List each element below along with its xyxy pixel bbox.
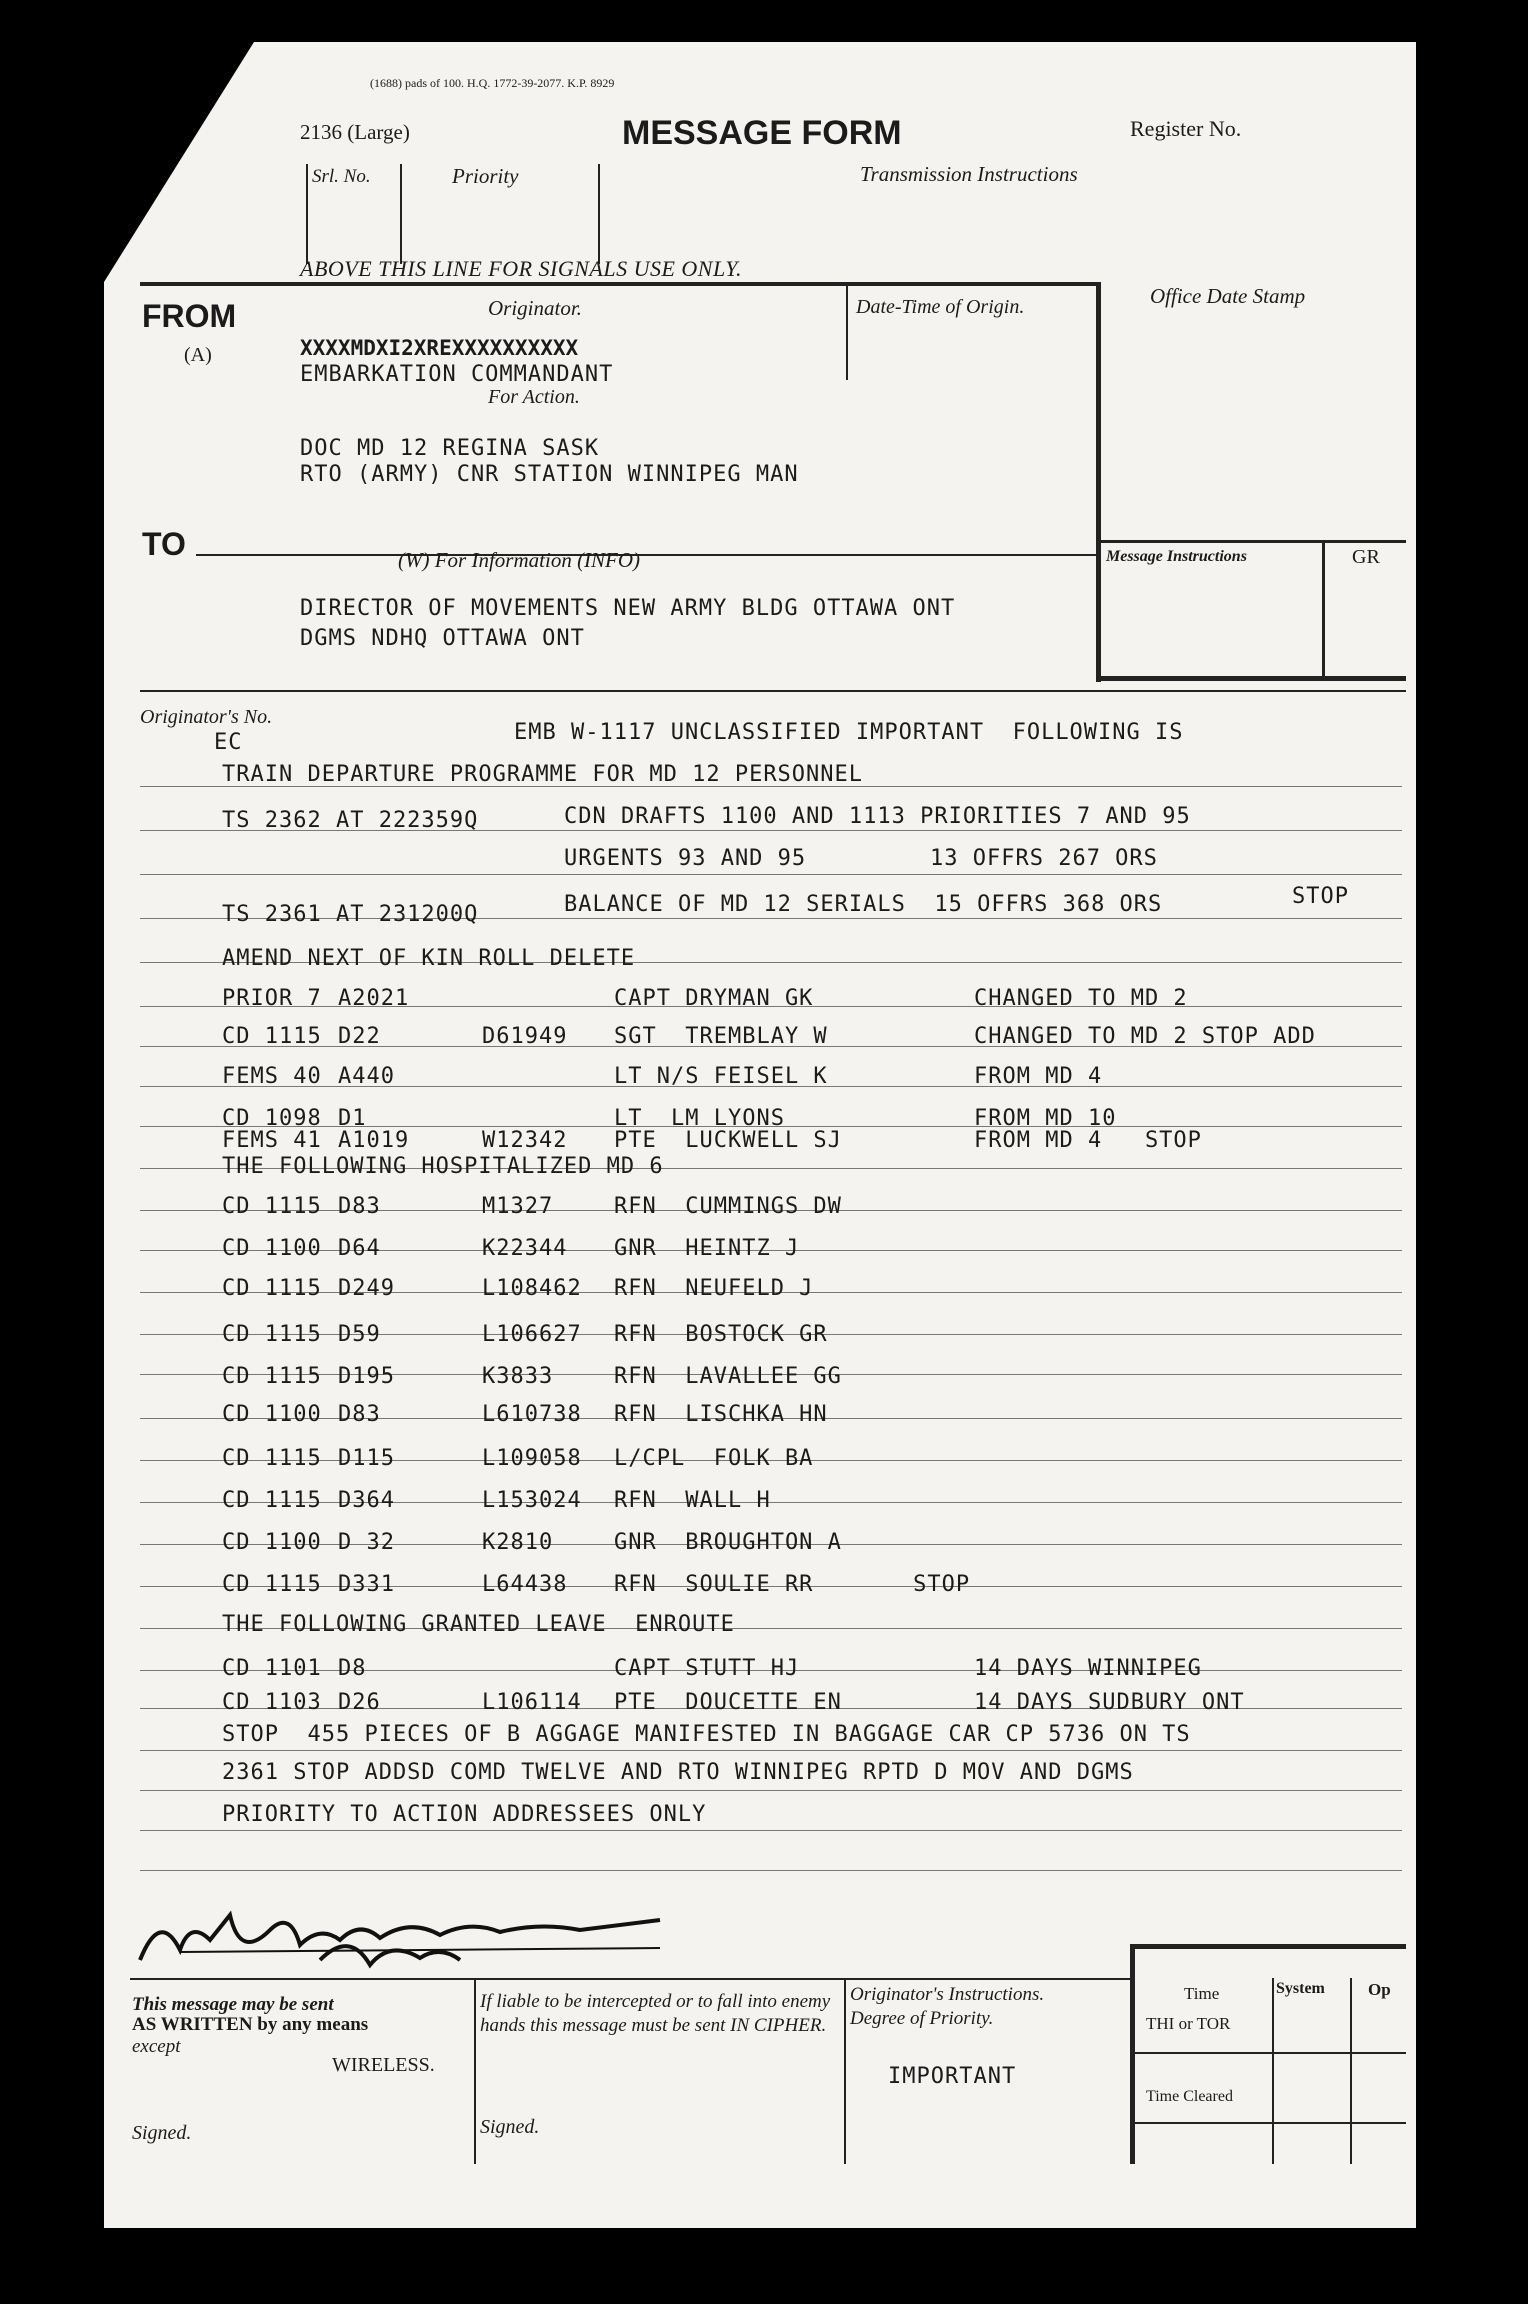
leave-destination: 14 DAYS SUDBURY ONT <box>974 1690 1245 1715</box>
to-label: TO <box>142 526 186 562</box>
hosp-draft: D83 <box>338 1402 381 1427</box>
closing-line-2: 2361 STOP ADDSD COMD TWELVE AND RTO WINNIPEG RPTD D MOV AND DGMS <box>222 1760 1134 1785</box>
leave-draft: D26 <box>338 1690 381 1715</box>
hosp-name: RFN SOULIE RR STOP <box>614 1572 971 1597</box>
hosp-name: RFN LAVALLEE GG <box>614 1364 842 1389</box>
leave-name: PTE DOUCETTE EN <box>614 1690 842 1715</box>
nok-unit: CD 1115 <box>222 1024 322 1049</box>
system-label: System <box>1276 1980 1325 1997</box>
originator-instructions-label: Originator's Instructions. <box>850 1984 1045 2005</box>
hosp-number: K3833 <box>482 1364 554 1389</box>
hosp-number: L64438 <box>482 1572 568 1597</box>
hosp-draft: D331 <box>338 1572 395 1597</box>
from-label: FROM <box>142 298 237 334</box>
hosp-unit: CD 1115 <box>222 1364 322 1389</box>
closing-line-3: PRIORITY TO ACTION ADDRESSEES ONLY <box>222 1802 707 1827</box>
leave-draft: D8 <box>338 1656 367 1681</box>
info-addressee-1: DIRECTOR OF MOVEMENTS NEW ARMY BLDG OTTAWA ONT <box>300 596 956 621</box>
hosp-number: M1327 <box>482 1194 554 1219</box>
nok-unit: PRIOR 7 <box>222 986 322 1011</box>
may-be-sent-3: except <box>132 2036 181 2057</box>
hosp-draft: D83 <box>338 1194 381 1219</box>
nok-change: FROM MD 10 <box>974 1106 1117 1131</box>
hosp-number: K22344 <box>482 1236 568 1261</box>
hosp-unit: CD 1100 <box>222 1236 322 1261</box>
nok-number: D61949 <box>482 1024 568 1049</box>
leave-unit: CD 1103 <box>222 1690 322 1715</box>
hosp-number: L610738 <box>482 1402 582 1427</box>
signals-note: ABOVE THIS LINE FOR SIGNALS USE ONLY. <box>300 256 742 281</box>
nok-name: LT LM LYONS <box>614 1106 785 1131</box>
hosp-unit: CD 1100 <box>222 1530 322 1555</box>
hosp-unit: CD 1115 <box>222 1446 322 1471</box>
hosp-name: GNR HEINTZ J <box>614 1236 800 1261</box>
nok-change: FROM MD 4 <box>974 1064 1103 1089</box>
print-line: (1688) pads of 100. H.Q. 1772-39-2077. K.P. 8929 <box>370 76 615 90</box>
nok-change: CHANGED TO MD 2 <box>974 986 1188 1011</box>
struck-originator: XXXXMDXI2XREXXXXXXXXXX <box>300 336 579 360</box>
hosp-unit: CD 1115 <box>222 1276 322 1301</box>
hosp-unit: CD 1115 <box>222 1322 322 1347</box>
nok-name: PTE LUCKWELL SJ <box>614 1128 842 1153</box>
hosp-number: K2810 <box>482 1530 554 1555</box>
leave-unit: CD 1101 <box>222 1656 322 1681</box>
ts-2362: TS 2362 AT 222359Q <box>222 808 479 833</box>
nok-draft: A1019 <box>338 1128 410 1153</box>
hosp-number: L106627 <box>482 1322 582 1347</box>
ts-2362-counts: 13 OFFRS 267 ORS <box>930 846 1158 871</box>
form-number: 2136 (Large) <box>300 120 410 144</box>
ts-2362-drafts: CDN DRAFTS 1100 AND 1113 PRIORITIES 7 AND 95 <box>564 804 1191 829</box>
nok-change: FROM MD 4 STOP <box>974 1128 1202 1153</box>
amend-line: AMEND NEXT OF KIN ROLL DELETE <box>222 946 636 971</box>
priority-label: Priority <box>452 164 519 188</box>
may-be-sent-1: This message may be sent <box>132 1994 334 2015</box>
hosp-draft: D59 <box>338 1322 381 1347</box>
form-title: MESSAGE FORM <box>622 114 902 152</box>
hosp-draft: D195 <box>338 1364 395 1389</box>
for-action-label: For Action. <box>488 386 580 408</box>
nok-name: LT N/S FEISEL K <box>614 1064 828 1089</box>
may-be-sent-2: AS WRITTEN by any means <box>132 2014 369 2035</box>
gr-label: GR <box>1352 546 1380 568</box>
info-label: (W) For Information (INFO) <box>398 548 641 572</box>
hosp-unit: CD 1100 <box>222 1402 322 1427</box>
hosp-draft: D364 <box>338 1488 395 1513</box>
transmission-label: Transmission Instructions <box>860 162 1078 186</box>
ts-2361-stop: STOP <box>1292 884 1349 909</box>
signed-label-2: Signed. <box>480 2116 540 2138</box>
cipher-note: If liable to be intercepted or to fall into enemy hands this message must be sent IN CIPHER. <box>480 1991 831 2036</box>
hosp-number: L108462 <box>482 1276 582 1301</box>
message-instructions-label: Message Instructions <box>1106 548 1247 565</box>
nok-number: W12342 <box>482 1128 568 1153</box>
hospitalized-title: THE FOLLOWING HOSPITALIZED MD 6 <box>222 1154 664 1179</box>
hosp-number: L153024 <box>482 1488 582 1513</box>
time-label: Time <box>1184 1984 1220 2003</box>
ts-2361-balance: BALANCE OF MD 12 SERIALS 15 OFFRS 368 ORS <box>564 892 1163 917</box>
ruled-line <box>140 1502 1402 1503</box>
handwritten-signature <box>120 1890 680 1980</box>
datetime-label: Date-Time of Origin. <box>856 296 1025 318</box>
nok-draft: D22 <box>338 1024 381 1049</box>
hosp-draft: D64 <box>338 1236 381 1261</box>
originators-no: EC <box>214 730 243 755</box>
wireless-label: WIRELESS. <box>332 2054 435 2076</box>
hosp-name: RFN LISCHKA HN <box>614 1402 828 1427</box>
hosp-name: RFN NEUFELD J <box>614 1276 814 1301</box>
hosp-draft: D115 <box>338 1446 395 1471</box>
hosp-name: RFN WALL H <box>614 1488 771 1513</box>
ruled-line <box>140 1870 1402 1871</box>
office-stamp-label: Office Date Stamp <box>1150 284 1306 308</box>
hosp-number: L109058 <box>482 1446 582 1471</box>
from-sub: (A) <box>184 344 212 366</box>
nok-name: CAPT DRYMAN GK <box>614 986 814 1011</box>
nok-draft: A440 <box>338 1064 395 1089</box>
priority-value: IMPORTANT <box>888 2064 1017 2089</box>
body-line-2: TRAIN DEPARTURE PROGRAMME FOR MD 12 PERSONNEL <box>222 762 864 787</box>
ruled-line <box>140 1750 1402 1751</box>
action-addressee-1: DOC MD 12 REGINA SASK <box>300 436 600 461</box>
nok-unit: CD 1098 <box>222 1106 322 1131</box>
action-addressee-2: RTO (ARMY) CNR STATION WINNIPEG MAN <box>300 462 799 487</box>
leave-number: L106114 <box>482 1690 582 1715</box>
nok-draft: A2021 <box>338 986 410 1011</box>
ruled-line <box>140 1790 1402 1791</box>
op-label: Op <box>1368 1980 1391 1999</box>
degree-of-priority-label: Degree of Priority. <box>850 2008 994 2029</box>
leave-destination: 14 DAYS WINNIPEG <box>974 1656 1202 1681</box>
originators-no-label: Originator's No. <box>140 706 273 728</box>
ts-2361: TS 2361 AT 231200Q <box>222 902 479 927</box>
signed-label-1: Signed. <box>132 2122 192 2144</box>
nok-draft: D1 <box>338 1106 367 1131</box>
leave-name: CAPT STUTT HJ <box>614 1656 800 1681</box>
hosp-name: RFN CUMMINGS DW <box>614 1194 842 1219</box>
ruled-line <box>140 874 1402 875</box>
hosp-name: GNR BROUGHTON A <box>614 1530 842 1555</box>
originator-label: Originator. <box>488 296 582 320</box>
time-cleared-label: Time Cleared <box>1146 2088 1233 2105</box>
hosp-unit: CD 1115 <box>222 1572 322 1597</box>
leave-title: THE FOLLOWING GRANTED LEAVE ENROUTE <box>222 1612 735 1637</box>
ts-2362-urgents: URGENTS 93 AND 95 <box>564 846 807 871</box>
closing-line-1: STOP 455 PIECES OF B AGGAGE MANIFESTED IN BAGGAGE CAR CP 5736 ON TS <box>222 1722 1191 1747</box>
nok-name: SGT TREMBLAY W <box>614 1024 828 1049</box>
hosp-draft: D249 <box>338 1276 395 1301</box>
hosp-name: RFN BOSTOCK GR <box>614 1322 828 1347</box>
nok-change: CHANGED TO MD 2 STOP ADD <box>974 1024 1316 1049</box>
register-label: Register No. <box>1130 116 1242 141</box>
nok-unit: FEMS 40 <box>222 1064 322 1089</box>
hosp-name: L/CPL FOLK BA <box>614 1446 814 1471</box>
torn-corner <box>104 42 254 282</box>
nok-unit: FEMS 41 <box>222 1128 322 1153</box>
hosp-unit: CD 1115 <box>222 1488 322 1513</box>
originator-name: EMBARKATION COMMANDANT <box>300 362 614 387</box>
hosp-unit: CD 1115 <box>222 1194 322 1219</box>
srl-no-label: Srl. No. <box>312 166 371 187</box>
ruled-line <box>140 1830 1402 1831</box>
hosp-draft: D 32 <box>338 1530 395 1555</box>
thi-tor-label: THI or TOR <box>1146 2014 1231 2033</box>
body-line-1: EMB W-1117 UNCLASSIFIED IMPORTANT FOLLOWING IS <box>514 720 1184 745</box>
info-addressee-2: DGMS NDHQ OTTAWA ONT <box>300 626 585 651</box>
